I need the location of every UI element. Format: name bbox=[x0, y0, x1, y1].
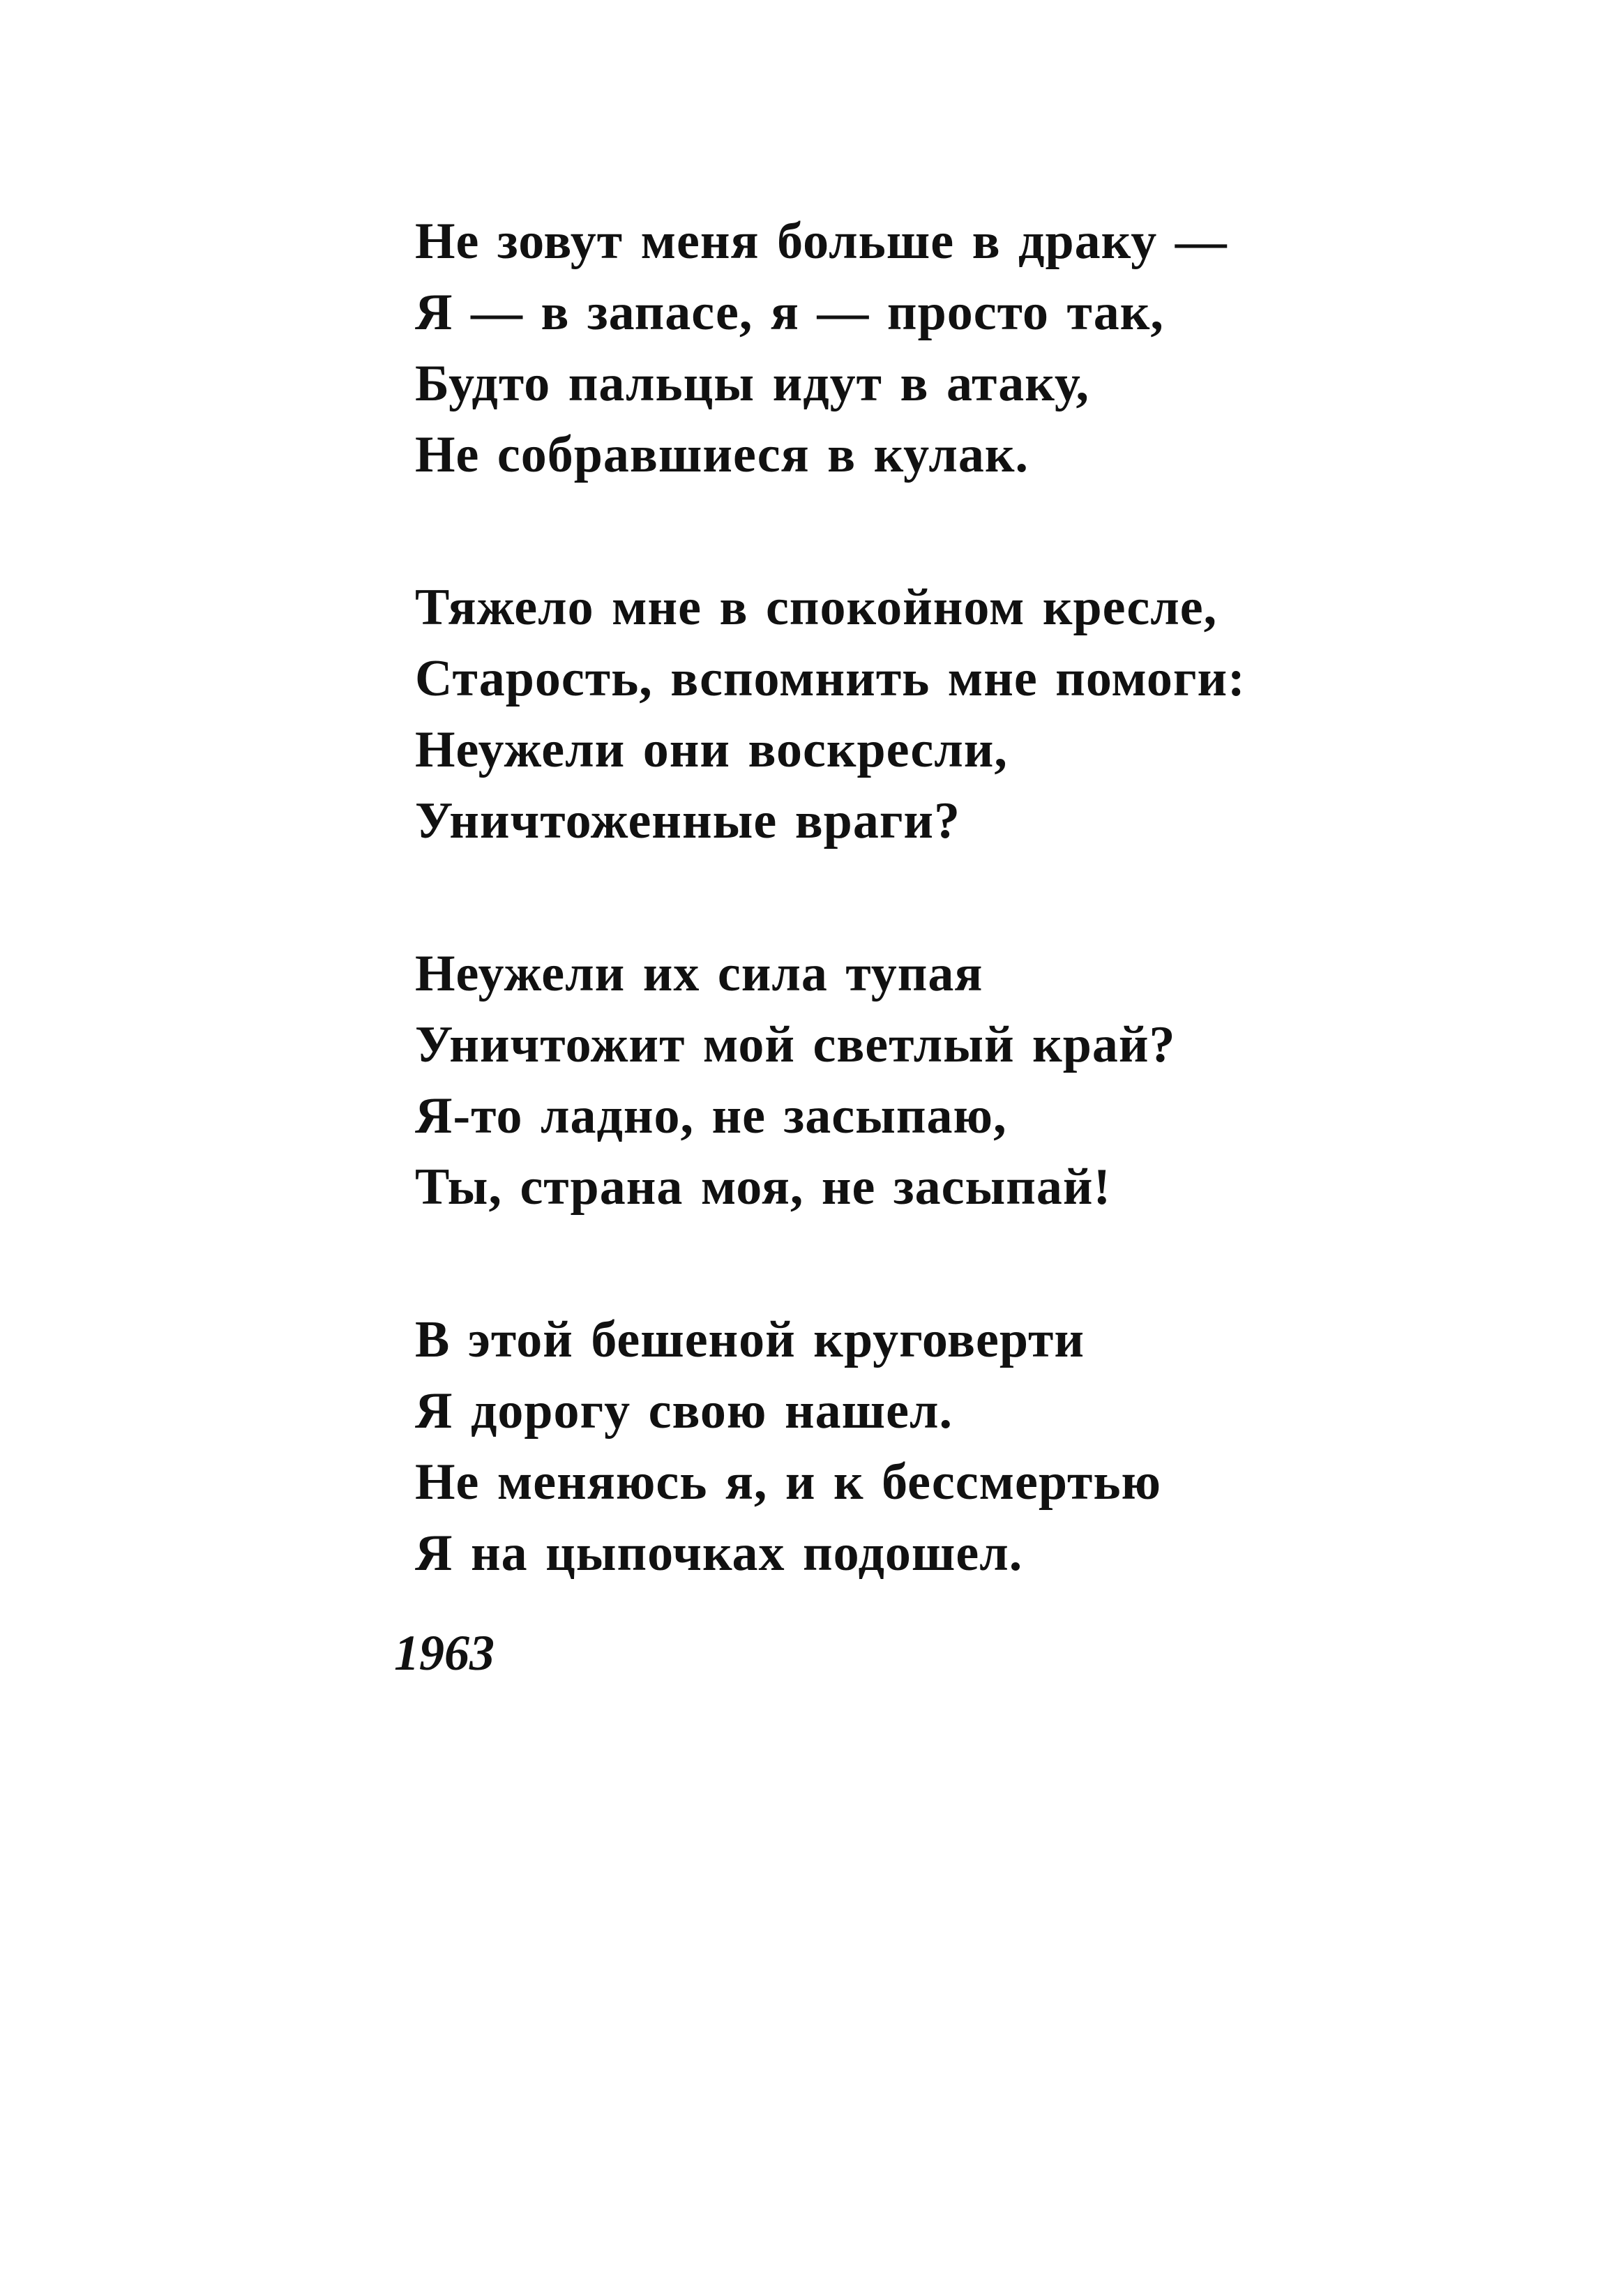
stanza-4 bbox=[415, 1304, 1322, 1589]
poem-line: В этой бешеной круговерти bbox=[415, 1311, 1085, 1368]
poem-line: Ты, страна моя, не засыпай! bbox=[415, 1158, 1112, 1216]
poem-line: Не зовут меня больше в драку — bbox=[415, 213, 1228, 270]
stanza-2 bbox=[415, 572, 1322, 856]
poem-line: Уничтоженные враги? bbox=[415, 792, 961, 849]
poem-line: Я — в запасе, я — просто так, bbox=[415, 284, 1164, 341]
poem-line: Не меняюсь я, и к бессмертью bbox=[415, 1453, 1162, 1511]
poem-line: Я дорогу свою нашел. bbox=[415, 1382, 953, 1440]
poem-line: Я на цыпочках подошел. bbox=[415, 1525, 1023, 1582]
poem-line: Тяжело мне в спокойном кресле, bbox=[415, 579, 1218, 636]
poem-line: Будто пальцы идут в атаку, bbox=[415, 355, 1089, 412]
poem-line: Уничтожит мой светлый край? bbox=[415, 1016, 1176, 1073]
poem-line: Не собравшиеся в кулак. bbox=[415, 426, 1029, 483]
poem-line: Неужели их сила тупая bbox=[415, 945, 983, 1002]
poem-date: 1963 bbox=[394, 1625, 495, 1681]
stanza-1 bbox=[415, 206, 1322, 490]
poem-line: Старость, вспомнить мне помоги: bbox=[415, 650, 1246, 707]
poem-line: Неужели они воскресли, bbox=[415, 721, 1008, 778]
poem-line: Я-то ладно, не засыпаю, bbox=[415, 1087, 1007, 1145]
stanza-3 bbox=[415, 938, 1322, 1223]
